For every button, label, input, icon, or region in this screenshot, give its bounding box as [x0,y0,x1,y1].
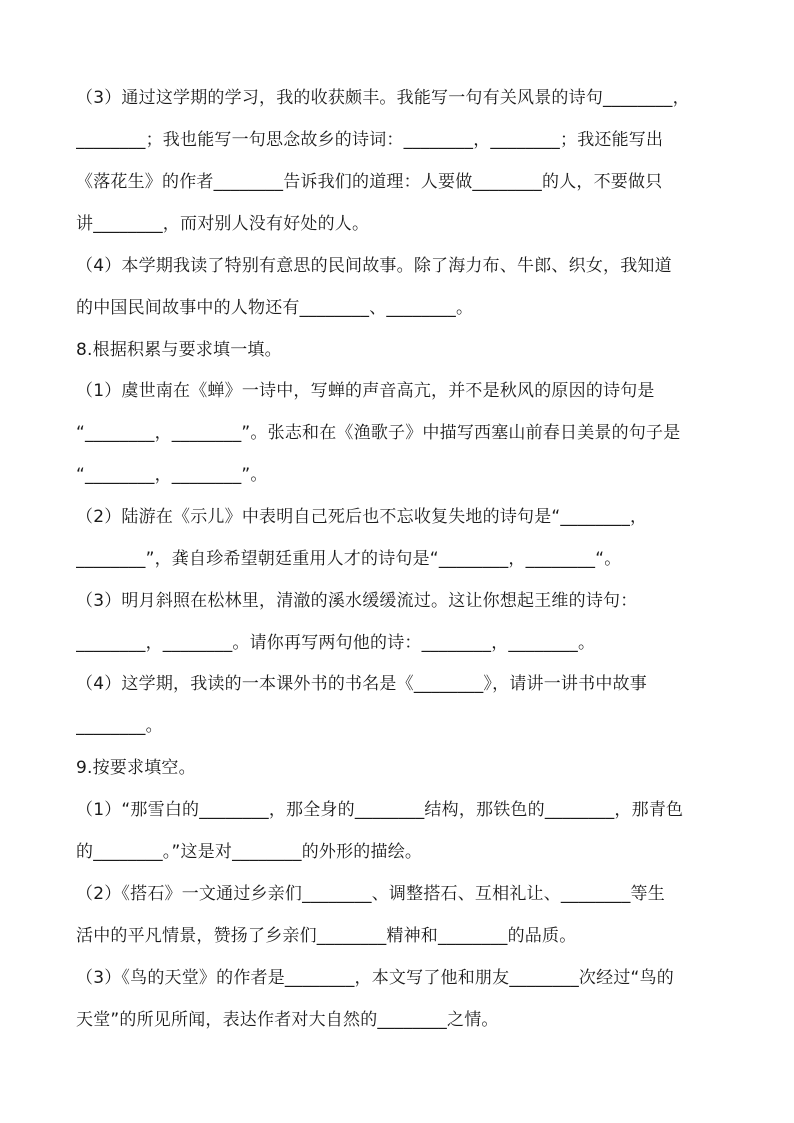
q9-2-line-2: 活中的平凡情景，赞扬了乡亲们________精神和________的品质。 [76,926,577,946]
q9-1-line-2: 的________。”这是对________的外形的描绘。 [76,842,423,862]
q7-3-line-1: （3）通过这学期的学习，我的收获颇丰。我能写一句有关风景的诗句________， [76,88,690,108]
q7-4-line-2: 的中国民间故事中的人物还有________、________。 [76,298,474,318]
q8-1-line-2: “________，________”。张志和在《渔歌子》中描写西塞山前春日美景的句子是 [76,423,681,443]
q8-3-line-2: ________，________。请你再写两句他的诗：________，________。 [76,633,596,653]
q8-1-line-1: （1）虞世南在《蝉》一诗中，写蝉的声音高亢，并不是秋风的原因的诗句是 [76,381,655,401]
q7-4-line-1: （4）本学期我读了特别有意思的民间故事。除了海力布、牛郎、织女，我知道 [76,256,672,276]
q7-3-line-3: 《落花生》的作者________告诉我们的道理：人要做________的人，不要做只 [76,172,663,192]
q8-2-line-1: （2）陆游在《示儿》中表明自己死后也不忘收复失地的诗句是“________， [76,507,648,527]
q9-3-line-2: 天堂”的所见所闻，表达作者对大自然的________之情。 [76,1010,499,1030]
q8-3-line-1: （3）明月斜照在松林里，清澈的溪水缓缓流过。这让你想起王维的诗句： [76,591,638,611]
q7-3-line-4: 讲________，而对别人没有好处的人。 [76,214,370,234]
q9-2-line-1: （2）《搭石》一文通过乡亲们________、调整搭石、互相礼让、________等生 [76,884,665,904]
q8-4-line-1: （4）这学期，我读的一本课外书的书名是《________》，请讲一讲书中故事 [76,674,647,694]
q9-heading: 9.按要求填空。 [76,758,196,778]
q9-3-line-1: （3）《鸟的天堂》的作者是________，本文写了他和朋友________次经过“鸟的 [76,968,674,988]
q9-1-line-1: （1）“那雪白的________，那全身的________结构，那铁色的________，那青色 [76,800,684,820]
q8-1-line-3: “________，________”。 [76,465,268,485]
q8-2-line-2: ________”，龚自珍希望朝廷重用人才的诗句是“________，________“。 [76,549,622,569]
q8-heading: 8.根据积累与要求填一填。 [76,340,282,360]
q8-4-line-2: ________。 [76,716,163,736]
q7-3-line-2: ________；我也能写一句思念故乡的诗词：________，________；我还能写出 [76,130,664,150]
